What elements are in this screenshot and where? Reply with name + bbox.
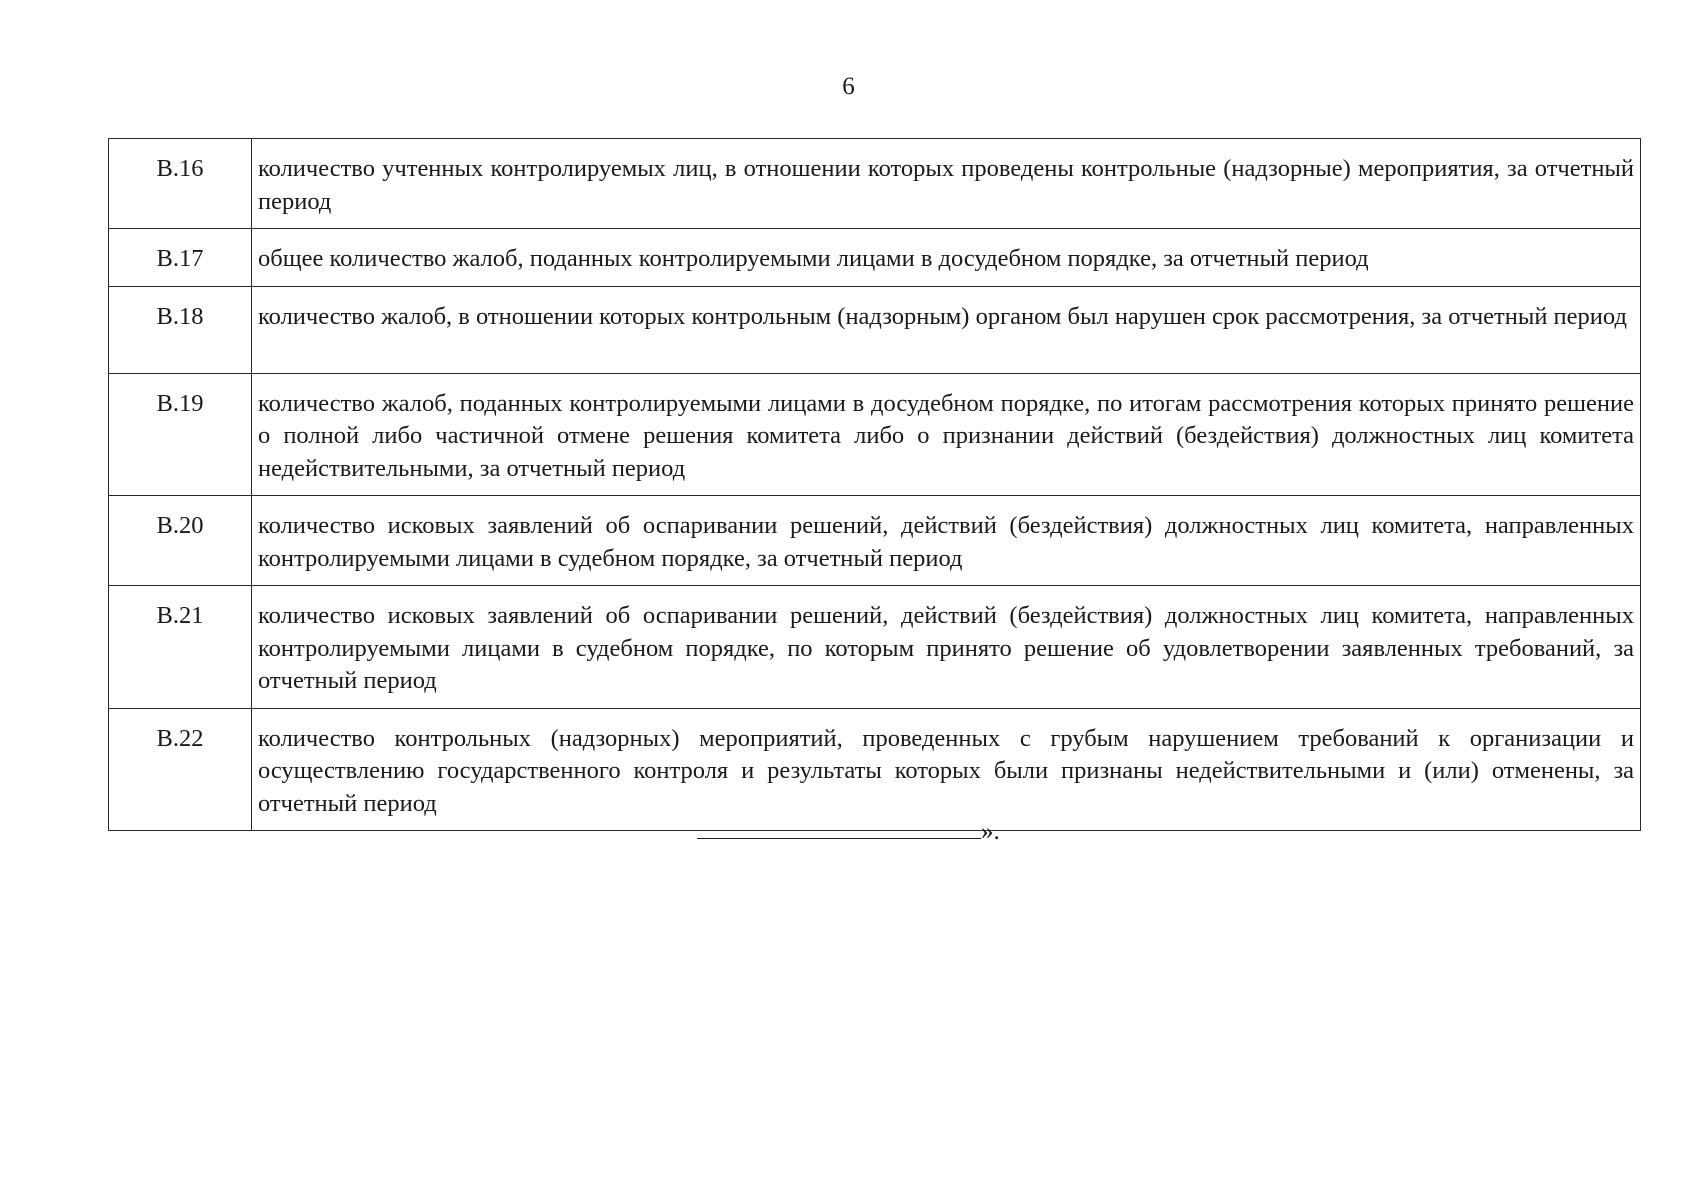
table-row: [109, 373, 1641, 496]
indicators-table: [108, 138, 1641, 831]
closing-quote: ».: [981, 818, 1000, 845]
signature-rule: [697, 812, 981, 839]
table-row: [109, 586, 1641, 709]
indicator-description: общее количество жалоб, поданных контролируемыми лицами в досудебном порядке, за отчетный период: [252, 229, 1641, 287]
indicator-code: В.20: [109, 496, 252, 586]
table-row: [109, 229, 1641, 287]
indicator-code: В.21: [109, 586, 252, 709]
table-row: [109, 286, 1641, 373]
table-row: [109, 139, 1641, 229]
closing-line: [697, 812, 1000, 847]
indicator-code: В.17: [109, 229, 252, 287]
indicator-description: количество жалоб, в отношении которых контрольным (надзорным) органом был нарушен срок рассмотрения, за отчетный период: [252, 286, 1641, 373]
indicator-code: В.22: [109, 708, 252, 831]
table-row: [109, 496, 1641, 586]
indicator-code: В.19: [109, 373, 252, 496]
indicator-description: количество контрольных (надзорных) мероприятий, проведенных с грубым нарушением требований к организации и осуществлению государственного контроля и результаты которых были признаны недействительными и (или) отменены, за отчетный период: [252, 708, 1641, 831]
indicator-description: количество исковых заявлений об оспаривании решений, действий (бездействия) должностных лиц комитета, направленных контролируемыми лицами в судебном порядке, за отчетный период: [252, 496, 1641, 586]
indicator-code: В.18: [109, 286, 252, 373]
indicator-code: В.16: [109, 139, 252, 229]
indicator-description: количество учтенных контролируемых лиц, в отношении которых проведены контрольные (надзорные) мероприятия, за отчетный период: [252, 139, 1641, 229]
indicator-description: количество исковых заявлений об оспаривании решений, действий (бездействия) должностных лиц комитета, направленных контролируемыми лицами в судебном порядке, по которым принято решение об удовлетворении заявленных требований, за отчетный период: [252, 586, 1641, 709]
indicator-description: количество жалоб, поданных контролируемыми лицами в досудебном порядке, по итогам рассмотрения которых принято решение о полной либо частичной отмене решения комитета либо о признании действий (бездействия) должностных лиц комитета недействительными, за отчетный период: [252, 373, 1641, 496]
page-number: 6: [842, 73, 855, 100]
